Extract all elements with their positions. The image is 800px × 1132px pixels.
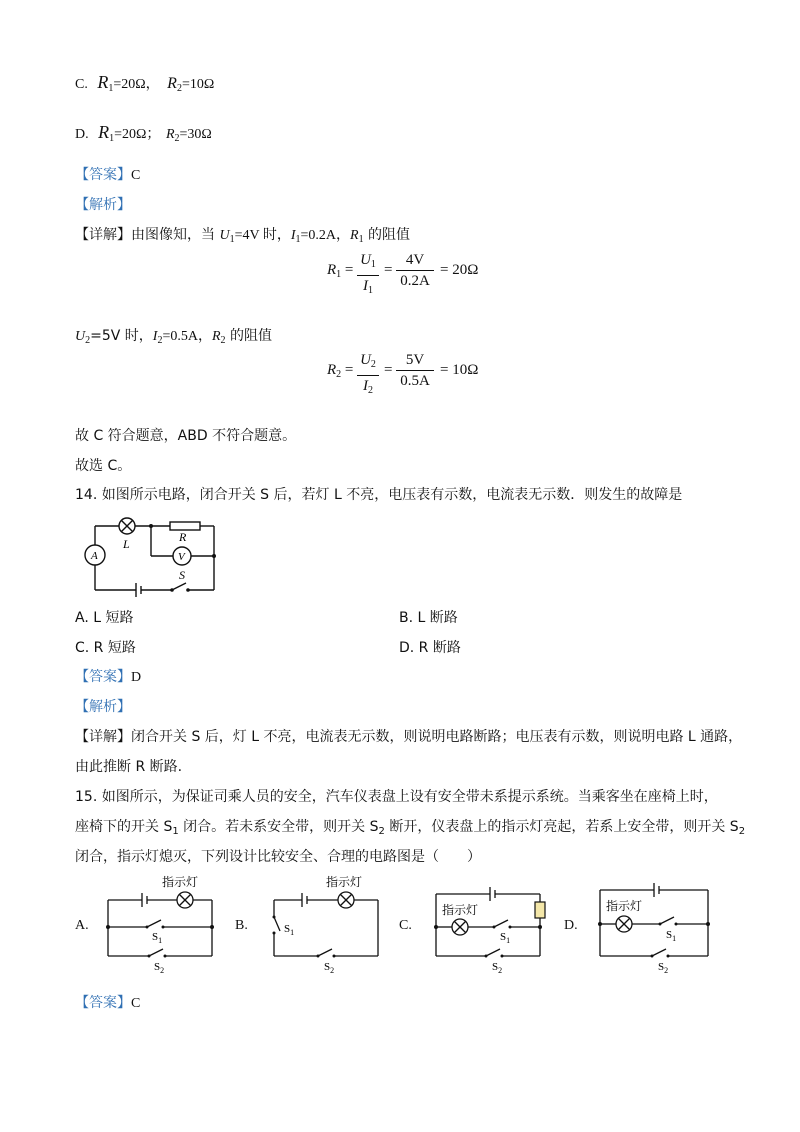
lamp-label: 指示灯	[162, 875, 199, 889]
s1-label	[666, 929, 676, 943]
s1-label	[284, 923, 294, 937]
u-sub: 1	[229, 234, 235, 245]
q13-conclusion-1: 故 C 符合题意，ABD 不符合题意。	[75, 428, 297, 444]
num-value: 5V	[405, 352, 425, 368]
den-value: 0.2A	[400, 273, 430, 289]
s2-label	[492, 961, 502, 975]
circuit-label-a: A.	[75, 918, 89, 933]
q13-answer	[75, 164, 140, 184]
circuit-label-d: D.	[564, 918, 578, 933]
lamp-label: 指示灯	[326, 875, 363, 889]
voltmeter-label: V	[178, 551, 185, 563]
u-symbol: U	[75, 329, 86, 344]
lamp-label: 指示灯	[606, 899, 643, 913]
s2-symbol: S	[324, 961, 331, 973]
detail-text: 的阻值	[363, 227, 411, 243]
s2-label	[658, 961, 668, 975]
s2-symbol: S	[154, 961, 161, 973]
q14-analysis-tag: 【解析】	[75, 699, 131, 715]
answer-value: D	[131, 670, 142, 685]
i-sub: 1	[295, 234, 301, 245]
r2-value: =30Ω	[179, 127, 212, 142]
line-text: =0.5A，	[162, 329, 212, 344]
circuit-label-b: B.	[235, 918, 248, 933]
circuit-c-diagram	[428, 880, 554, 976]
resistor-label: R	[179, 530, 187, 544]
q14-option-b: B. L 断路	[399, 610, 458, 626]
s1-symbol: S	[666, 929, 673, 941]
line-text: 的阻值	[225, 328, 272, 344]
q14-detail-1	[75, 726, 742, 746]
num-value: 4V	[405, 252, 425, 268]
fraction-symbolic	[357, 351, 379, 400]
stem-text: 闭合。若未系安全带，则开关 S	[178, 819, 379, 835]
protective-resistor	[535, 902, 545, 918]
s2-label	[154, 961, 164, 975]
stem-text: 座椅下的开关 S	[75, 819, 173, 835]
q14-answer	[75, 666, 141, 686]
r-sub: 2	[220, 335, 226, 346]
q15-stem-3: 闭合，指示灯熄灭，下列设计比较安全、合理的电路图是（ ）	[75, 849, 481, 865]
den-symbol: I	[363, 378, 368, 394]
q14-option-c: C. R 短路	[75, 640, 136, 656]
s2-symbol: S	[492, 961, 499, 973]
q13-line2	[75, 325, 272, 346]
detail-text: 由图像知，当	[131, 227, 220, 243]
detail-tag: 【详解】	[75, 227, 131, 243]
q15-answer	[75, 992, 140, 1012]
stem-sub: 2	[738, 826, 746, 837]
lhs-symbol: R	[327, 362, 337, 378]
s1-symbol: S	[284, 923, 291, 935]
r1-value: =20Ω；	[114, 127, 161, 142]
answer-value: C	[131, 996, 141, 1011]
s1-sub: 1	[158, 936, 163, 945]
s2-sub: 2	[330, 966, 335, 975]
switch-label: S	[179, 568, 185, 582]
detail-text: 闭合开关 S 后，灯 L 不亮，电流表无示数，则说明电路断路；电压表有示数，则说明电路 L 通路，	[131, 729, 743, 745]
circuit-a-diagram	[100, 872, 220, 976]
lhs-sub: 1	[336, 269, 342, 280]
r1-sub: 1	[108, 83, 114, 94]
lhs-sub: 2	[336, 369, 342, 380]
stem-sub: 2	[378, 826, 385, 837]
s2-sub: 2	[498, 966, 503, 975]
q15-stem-1: 15. 如图所示，为保证司乘人员的安全，汽车仪表盘上设有安全带未系提示系统。当乘客坐在座椅上时，	[75, 789, 718, 805]
r-sub: 1	[358, 234, 364, 245]
s1-sub: 1	[290, 928, 295, 937]
r2-value: =10Ω	[181, 77, 215, 92]
num-sub: 1	[370, 259, 376, 270]
r-symbol: R	[211, 329, 221, 344]
q13-conclusion-2: 故选 C。	[75, 458, 132, 474]
s1-label	[152, 931, 162, 945]
s2-symbol: S	[658, 961, 665, 973]
r1-symbol: R	[98, 122, 110, 142]
i-sub: 2	[157, 335, 163, 346]
answer-tag: 【答案】	[75, 167, 131, 183]
s1-label	[500, 931, 510, 945]
option-letter: D.	[75, 127, 89, 142]
circuit-d-diagram	[592, 876, 718, 976]
r1-value: =20Ω，	[113, 77, 160, 92]
q14-option-a: A. L 短路	[75, 610, 134, 626]
circuit-label-c: C.	[399, 918, 412, 933]
s1-symbol: S	[152, 931, 159, 943]
u-symbol: U	[219, 228, 230, 243]
num-symbol: U	[360, 352, 371, 368]
r2-sub: 2	[176, 83, 182, 94]
den-sub: 2	[368, 385, 373, 396]
option-letter: C.	[75, 77, 88, 92]
fraction-numeric	[396, 351, 434, 390]
q13-detail-line	[75, 224, 410, 245]
detail-tag: 【详解】	[75, 729, 131, 745]
eq-result: = 10Ω	[440, 362, 479, 378]
option-d	[75, 122, 212, 144]
s2-sub: 2	[664, 966, 669, 975]
r2-symbol: R	[167, 75, 177, 92]
r-symbol: R	[350, 228, 359, 243]
eq-result: = 20Ω	[440, 262, 479, 278]
q13-analysis-tag: 【解析】	[75, 197, 131, 213]
lamp-label: L	[123, 537, 130, 551]
answer-tag: 【答案】	[75, 995, 131, 1011]
detail-text: =0.2A，	[300, 228, 351, 243]
eq-lhs: $R_1$ =	[327, 262, 354, 280]
s1-symbol: S	[500, 931, 507, 943]
r1-sub: 1	[109, 133, 115, 144]
eq-lhs: $R_2$ =	[327, 362, 354, 380]
q14-stem: 14. 如图所示电路，闭合开关 S 后，若灯 L 不亮，电压表有示数，电流表无示数．则发生的故障是	[75, 487, 683, 503]
s2-sub: 2	[160, 966, 165, 975]
r2-symbol: R	[165, 127, 175, 142]
option-c	[75, 72, 214, 94]
num-sub: 2	[370, 359, 376, 370]
q14-detail-2: 由此推断 R 断路.	[75, 759, 183, 775]
q15-stem-2	[75, 816, 745, 837]
r2-sub: 2	[174, 133, 180, 144]
den-sub: 1	[368, 285, 373, 296]
answer-value: C	[131, 168, 141, 183]
fraction-numeric	[396, 251, 434, 290]
i-symbol: I	[290, 228, 296, 243]
lamp-label: 指示灯	[442, 903, 479, 917]
s1-sub: 1	[506, 936, 511, 945]
den-value: 0.5A	[400, 373, 430, 389]
circuit-b-diagram	[262, 872, 386, 976]
u-sub: 2	[85, 335, 91, 346]
fraction-symbolic	[357, 251, 379, 300]
num-symbol: U	[360, 252, 371, 268]
ammeter-label: A	[91, 550, 98, 562]
detail-text: =4V 时，	[234, 228, 291, 243]
stem-sub: 1	[172, 826, 179, 837]
q14-option-d: D. R 断路	[399, 640, 461, 656]
q14-circuit-diagram	[78, 512, 223, 597]
s1-sub: 1	[672, 934, 677, 943]
den-symbol: I	[363, 278, 368, 294]
i-symbol: I	[152, 329, 158, 344]
stem-text: 断开，仪表盘上的指示灯亮起，若系上安全带，则开关 S	[384, 819, 739, 835]
s2-label	[324, 961, 334, 975]
r1-symbol: R	[97, 72, 109, 92]
line-text: =5V 时，	[90, 328, 153, 344]
answer-tag: 【答案】	[75, 669, 131, 685]
lhs-symbol: R	[327, 262, 337, 278]
